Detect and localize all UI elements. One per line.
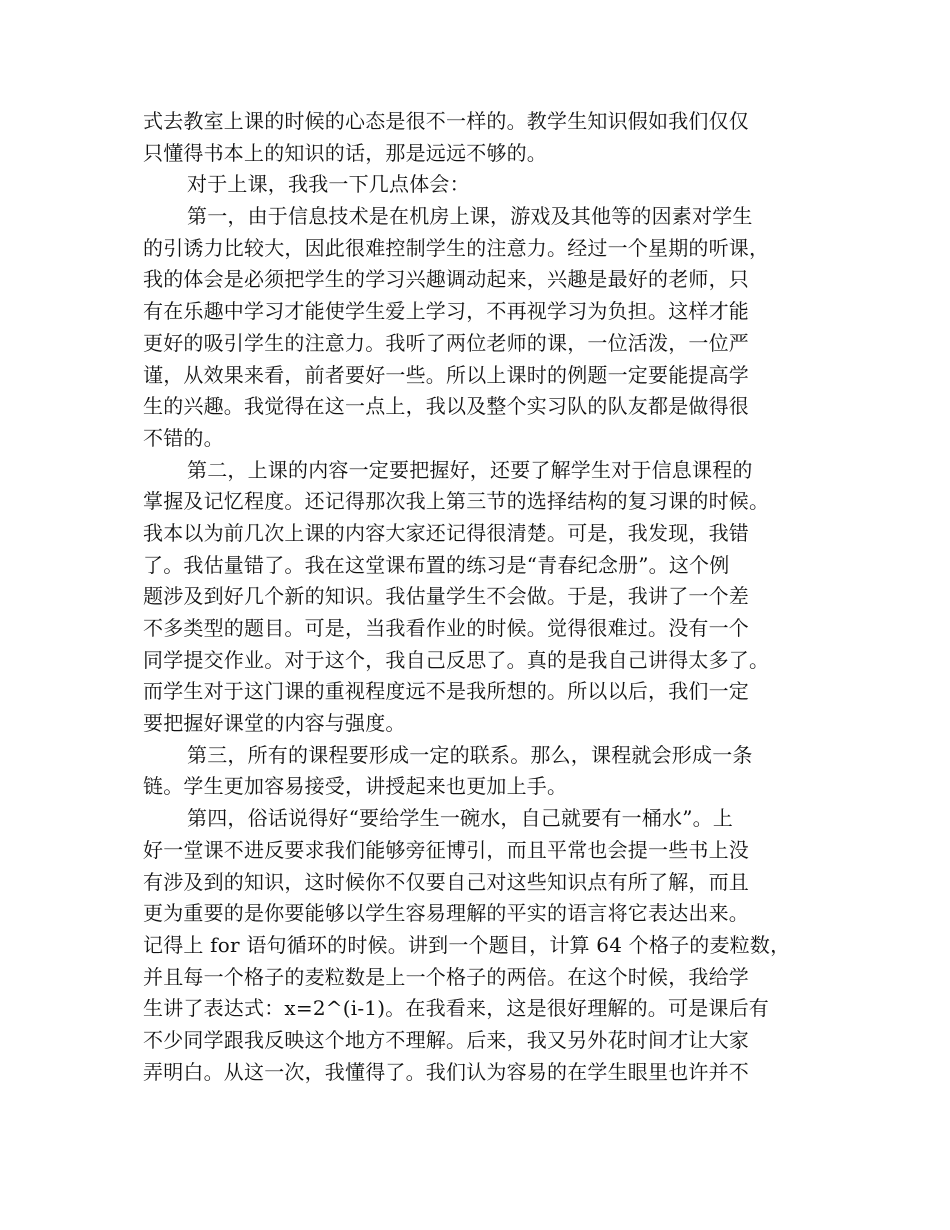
text-line: 题涉及到好几个新的知识。我估量学生不会做。于是，我讲了一个差 <box>143 584 749 609</box>
text-line: 我本以为前几次上课的内容大家还记得很清楚。可是，我发现，我错 <box>143 520 749 545</box>
text-line: 同学提交作业。对于这个，我自己反思了。真的是我自己讲得太多了。 <box>143 647 770 672</box>
text-line: 并且每一个格子的麦粒数是上一个格子的两倍。在这个时候，我给学 <box>143 964 749 989</box>
text-line: 链。学生更加容易接受，讲授起来也更加上手。 <box>143 774 568 799</box>
paragraph-first-line: 第三，所有的课程要形成一定的联系。那么，课程就会形成一条 <box>187 742 753 767</box>
text-line: 有涉及到的知识，这时候你不仅要自己对这些知识点有所了解，而且 <box>143 869 749 894</box>
text-line: 式去教室上课的时候的心态是很不一样的。教学生知识假如我们仅仅 <box>143 109 749 133</box>
text-line: 只懂得书本上的知识的话，那是远远不够的。 <box>143 140 547 165</box>
text-line: 的引诱力比较大，因此很难控制学生的注意力。经过一个星期的听课， <box>143 235 770 260</box>
text-line: 要把握好课堂的内容与强度。 <box>143 711 406 736</box>
text-line: 谨，从效果来看，前者要好一些。所以上课时的例题一定要能提高学 <box>143 362 749 387</box>
document-body <box>143 106 807 1088</box>
paragraph-first-line: 第一，由于信息技术是在机房上课，游戏及其他等的因素对学生 <box>187 204 753 229</box>
text-line: 不错的。 <box>143 425 224 450</box>
text-line: 更好的吸引学生的注意力。我听了两位老师的课，一位活泼，一位严 <box>143 330 749 355</box>
paragraph-first-line: 对于上课，我我一下几点体会： <box>187 172 470 197</box>
text-line: 不多类型的题目。可是，当我看作业的时候。觉得很难过。没有一个 <box>143 616 749 640</box>
text-line: 生的兴趣。我觉得在这一点上，我以及整个实习队的队友都是做得很 <box>143 394 749 419</box>
text-line: 生讲了表达式：x=2^(i-1)。在我看来，这是很好理解的。可是课后有 <box>143 996 770 1021</box>
text-line: 弄明白。从这一次，我懂得了。我们认为容易的在学生眼里也许并不 <box>143 1059 749 1084</box>
text-line: 更为重要的是你要能够以学生容易理解的平实的语言将它表达出来。 <box>143 901 749 926</box>
text-line: 了。我估量错了。我在这堂课布置的练习是“青春纪念册”。这个例 <box>143 552 730 577</box>
text-line: 好一堂课不进反要求我们能够旁征博引，而且平常也会提一些书上没 <box>143 837 749 862</box>
text-line: 掌握及记忆程度。还记得那次我上第三节的选择结构的复习课的时候。 <box>143 489 770 514</box>
text-line: 有在乐趣中学习才能使学生爱上学习，不再视学习为负担。这样才能 <box>143 299 749 324</box>
text-line: 而学生对于这门课的重视程度远不是我所想的。所以以后，我们一定 <box>143 679 749 704</box>
paragraph-first-line: 第四，俗话说得好“要给学生一碗水，自己就要有一桶水”。上 <box>187 806 734 831</box>
text-line: 我的体会是必须把学生的学习兴趣调动起来，兴趣是最好的老师，只 <box>143 267 749 292</box>
text-line: 不少同学跟我反映这个地方不理解。后来，我又另外花时间才让大家 <box>143 1027 749 1052</box>
text-line: 记得上 for 语句循环的时候。讲到一个题目，计算 64 个格子的麦粒数， <box>143 932 791 957</box>
paragraph-first-line: 第二，上课的内容一定要把握好，还要了解学生对于信息课程的 <box>187 457 753 482</box>
